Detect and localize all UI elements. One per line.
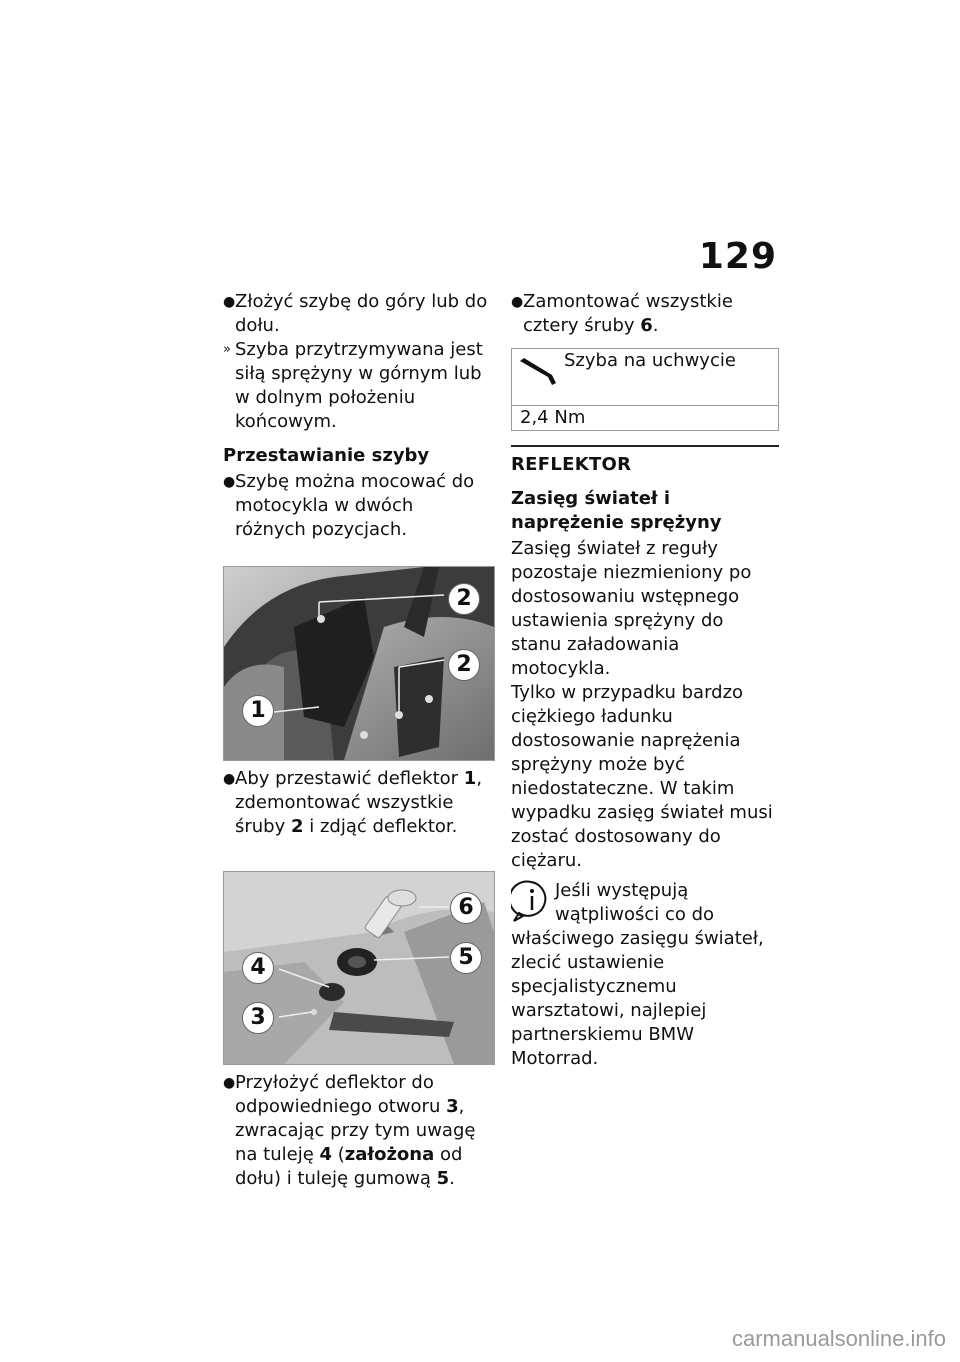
- step-text: .: [652, 315, 659, 336]
- ref-number: 1: [463, 768, 477, 789]
- callout-5: 5: [450, 942, 482, 974]
- bullet-icon: ●: [223, 294, 236, 310]
- list-item: [223, 1071, 488, 1191]
- section-heading: REFLEKTOR: [511, 454, 632, 475]
- step-text: Zamontować wszystkie cztery śruby: [523, 291, 733, 336]
- result-arrow-icon: »: [223, 342, 231, 357]
- note-text: Jeśli występują wątpliwości co do właściwego zasięgu świateł, zlecić ustawienie specjalistycznemu warsztatowi, najlepiej partnerskiemu BMW Motorrad.: [511, 880, 764, 1069]
- list-item: [223, 470, 488, 542]
- list-item: [223, 338, 488, 434]
- list-item: [223, 767, 488, 839]
- watermark: carmanualsonline.info: [731, 1326, 946, 1351]
- ref-number: 6: [640, 315, 653, 336]
- callout-1: 1: [242, 695, 274, 727]
- bullet-icon: ●: [223, 474, 236, 490]
- windshield-mount-figure: [223, 566, 495, 761]
- callout-2-upper: 2: [448, 583, 480, 615]
- step-text: Aby przestawić deflektor: [235, 768, 464, 789]
- bullet-icon: ●: [511, 294, 524, 310]
- ref-number: 5: [436, 1168, 450, 1189]
- step-text: Szybę można mocować do motocykla w dwóch różnych pozycjach.: [235, 471, 475, 540]
- callout-2-lower: 2: [448, 649, 480, 681]
- list-item: [223, 290, 488, 338]
- ref-number: 3: [446, 1096, 459, 1117]
- paragraph: Zasięg świateł z reguły pozostaje niezmieniony po dostosowaniu wstępnego ustawienia sprężyny do stanu załadowania motocykla.: [511, 538, 752, 679]
- deflector-bolt-figure: [223, 871, 495, 1065]
- step-text: Złożyć szybę do góry lub do dołu.: [235, 291, 488, 336]
- section-divider: [511, 445, 779, 447]
- left-column: [223, 290, 488, 1191]
- bullet-icon: ●: [223, 771, 236, 787]
- step-text: od dołu) i tuleję gumową: [235, 1144, 463, 1189]
- info-icon: [511, 879, 551, 923]
- step-text: (: [332, 1144, 345, 1165]
- ref-number: 2: [291, 816, 304, 837]
- torque-value: 2,4 Nm: [512, 406, 779, 431]
- torque-label: Szyba na uchwycie: [564, 350, 736, 371]
- result-text: Szyba przytrzymywana jest siłą sprężyny w górnym lub w dolnym położeniu końcowym.: [235, 339, 483, 432]
- ref-number: 4: [319, 1144, 333, 1165]
- callout-4: 4: [242, 952, 274, 984]
- right-column: [511, 290, 779, 1071]
- torque-table: [511, 348, 779, 431]
- torque-label-cell: [512, 349, 779, 406]
- step-text: , zwracając przy tym uwagę na tuleję: [235, 1096, 476, 1165]
- emphasis: założona: [344, 1144, 435, 1165]
- section-title: Przestawianie szyby: [223, 445, 430, 466]
- wrench-icon: [518, 355, 558, 387]
- list-item: [511, 290, 779, 338]
- bullet-icon: ●: [223, 1075, 236, 1091]
- step-text: .: [449, 1168, 455, 1189]
- step-text: i zdjąć deflektor.: [303, 816, 458, 837]
- subsection-title: Zasięg świateł i naprężenie sprężyny: [511, 488, 722, 533]
- step-text: , zdemontować wszystkie śruby: [235, 768, 483, 837]
- paragraph: Tylko w przypadku bardzo ciężkiego ładunku dostosowanie naprężenia sprężyny może być niedostateczne. W takim wypadku zasięg świateł musi zostać dostosowany do ciężaru.: [511, 682, 773, 871]
- step-text: Przyłożyć deflektor do odpowiedniego otworu: [235, 1072, 447, 1117]
- info-note: [511, 879, 779, 1071]
- page-number: 129: [698, 236, 777, 277]
- callout-3: 3: [242, 1002, 274, 1034]
- callout-6: 6: [450, 892, 482, 924]
